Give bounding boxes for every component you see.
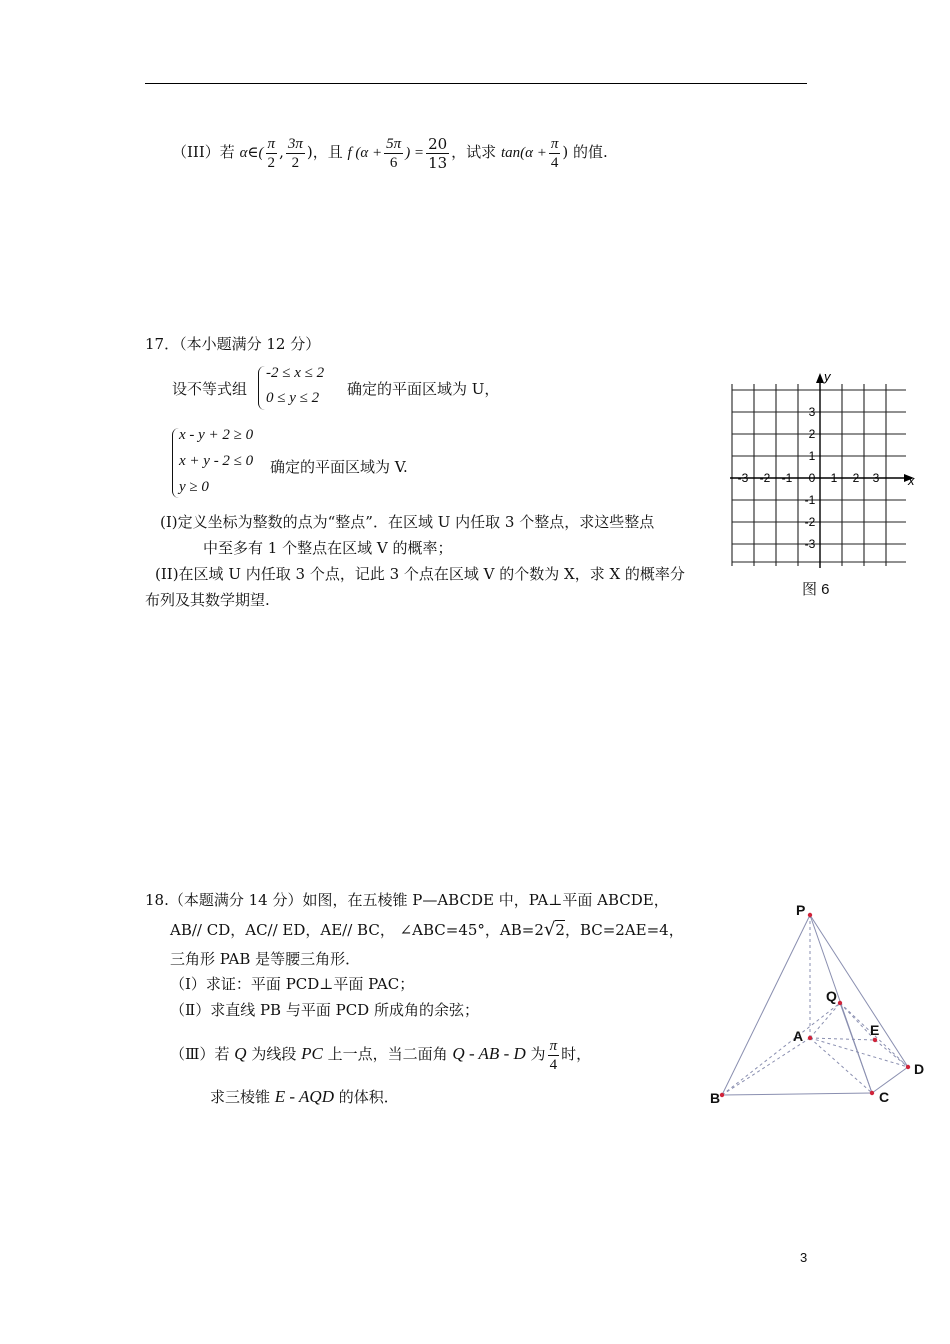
y-tick: 2 <box>808 427 816 441</box>
y-tick: 3 <box>808 405 816 419</box>
sys2-line3: y ≥ 0 <box>179 479 209 495</box>
q17-part2-b: 布列及其数学期望. <box>145 591 270 609</box>
frac-5pi-6: $\frac{5\pi}{6}$ <box>386 135 402 171</box>
f-alpha: f (α + <box>347 145 383 161</box>
q16-end: ) 的值. <box>562 143 608 161</box>
frac-pi-4: $\frac{\pi}{4}$ <box>550 135 559 171</box>
close-and: )，且 <box>306 143 343 161</box>
q18-part3 <box>170 1032 591 1076</box>
frac-pi-4-q18: $\frac{\pi}{4}$ <box>549 1037 558 1073</box>
q18-part2: （Ⅱ）求直线 PB 与平面 PCD 所成角的余弦； <box>170 1001 479 1019</box>
y-tick: -2 <box>804 515 816 529</box>
label-d: D <box>914 1061 925 1077</box>
q17-intro: 设不等式组 <box>172 380 248 398</box>
q18-part3-e: 时， <box>561 1045 592 1063</box>
y-tick: -3 <box>804 537 816 551</box>
alpha-in: α∈( <box>239 145 264 161</box>
y-axis-arrow-icon <box>816 373 824 383</box>
sys2-tail: 确定的平面区域为 V. <box>270 458 408 476</box>
sqrt-radicand: 2 <box>555 921 565 939</box>
q18-line3: 三角形 PAB 是等腰三角形． <box>170 950 361 968</box>
dihedral-angle: Q - AB - D <box>452 1044 526 1063</box>
sys2-line1: x - y + 2 ≥ 0 <box>179 427 254 443</box>
sys1-line2: 0 ≤ y ≤ 2 <box>266 390 320 406</box>
header-rule <box>145 83 807 84</box>
q18-part3-a: （Ⅲ）若 <box>170 1045 230 1063</box>
q18-part3-d: 为 <box>530 1045 546 1063</box>
q18-part3-b: 为线段 <box>251 1045 297 1063</box>
q18-part1: （Ⅰ）求证：平面 PCD⊥平面 PAC； <box>170 975 415 993</box>
vertex-p <box>808 913 812 917</box>
q18-line1: 18.（本题满分 14 分）如图，在五棱锥 P—ABCDE 中，PA⊥平面 ABCDE， <box>145 891 669 909</box>
x-tick: 2 <box>852 471 860 485</box>
y-tick: 1 <box>808 449 816 463</box>
q18-line2-b: ，BC=2AE=4， <box>564 921 684 939</box>
q17-title: 17．（本小题满分 12 分） <box>145 335 321 353</box>
label-a: A <box>793 1028 804 1044</box>
comma: , <box>279 143 284 161</box>
vertex-a <box>808 1036 812 1040</box>
point-q: Q <box>234 1044 247 1063</box>
q16-label: （III）若 <box>172 143 235 161</box>
q18-part3-line2 <box>210 1086 399 1107</box>
x-tick: -1 <box>781 471 793 485</box>
y-axis-label: y <box>824 370 831 384</box>
label-e: E <box>870 1022 880 1038</box>
tan-expr: tan(α + <box>500 145 547 161</box>
ask: ，试求 <box>451 143 497 161</box>
q18-line2 <box>170 919 684 940</box>
frac-pi-2: $\frac{\pi}{2}$ <box>267 135 276 171</box>
vertex-c <box>870 1091 874 1095</box>
x-tick: 3 <box>872 471 880 485</box>
vertex-q <box>838 1001 842 1005</box>
q16-part3 <box>172 128 608 176</box>
x-axis-label: x <box>908 473 915 488</box>
q17-part1-a: (I)定义坐标为整数的点为“整点”．在区域 U 内任取 3 个整点，求这些整点 <box>160 513 655 531</box>
figure-6-grid <box>728 370 920 570</box>
q18-part3-c: 上一点，当二面角 <box>327 1045 448 1063</box>
system1-brace <box>258 366 265 410</box>
sys1-line1: -2 ≤ x ≤ 2 <box>266 365 325 381</box>
label-q: Q <box>826 988 837 1004</box>
q18-part3-g: 的体积． <box>338 1088 399 1106</box>
x-tick: 1 <box>830 471 838 485</box>
pyramid-figure <box>700 895 940 1115</box>
q17-part2-a: (II)在区域 U 内任取 3 个点，记此 3 个点在区域 V 的个数为 X，求 X 的概率分 <box>155 565 685 583</box>
sys2-line2: x + y - 2 ≤ 0 <box>179 453 254 469</box>
q17-part1-b: 中至多有 1 个整点在区域 V 的概率； <box>203 539 453 557</box>
equals: ) = <box>405 145 425 161</box>
q18-part3-f: 求三棱锥 <box>210 1088 271 1106</box>
page-number: 3 <box>800 1250 808 1265</box>
x-tick: 0 <box>808 471 816 485</box>
frac-3pi-2: $\frac{3\pi}{2}$ <box>287 135 303 171</box>
vertex-d <box>906 1065 910 1069</box>
x-tick: -3 <box>737 471 749 485</box>
label-p: P <box>796 902 806 918</box>
figure-6-caption: 图 6 <box>802 581 830 598</box>
sys1-tail: 确定的平面区域为 U， <box>347 380 500 398</box>
label-b: B <box>710 1090 721 1106</box>
vertex-b <box>720 1093 724 1097</box>
y-tick: -1 <box>804 493 816 507</box>
frac-20-13: $\frac{20}{13}$ <box>428 134 448 172</box>
system2-brace <box>172 428 179 498</box>
label-c: C <box>879 1089 890 1105</box>
tetrahedron: E - AQD <box>274 1087 334 1106</box>
x-tick: -2 <box>759 471 771 485</box>
q18-line2-a: AB// CD，AC// ED，AE// BC， ∠ABC=45°，AB=2 <box>170 921 544 939</box>
segment-pc: PC <box>301 1044 323 1063</box>
vertex-e <box>873 1038 877 1042</box>
sqrt-symbol: √ <box>543 919 556 940</box>
